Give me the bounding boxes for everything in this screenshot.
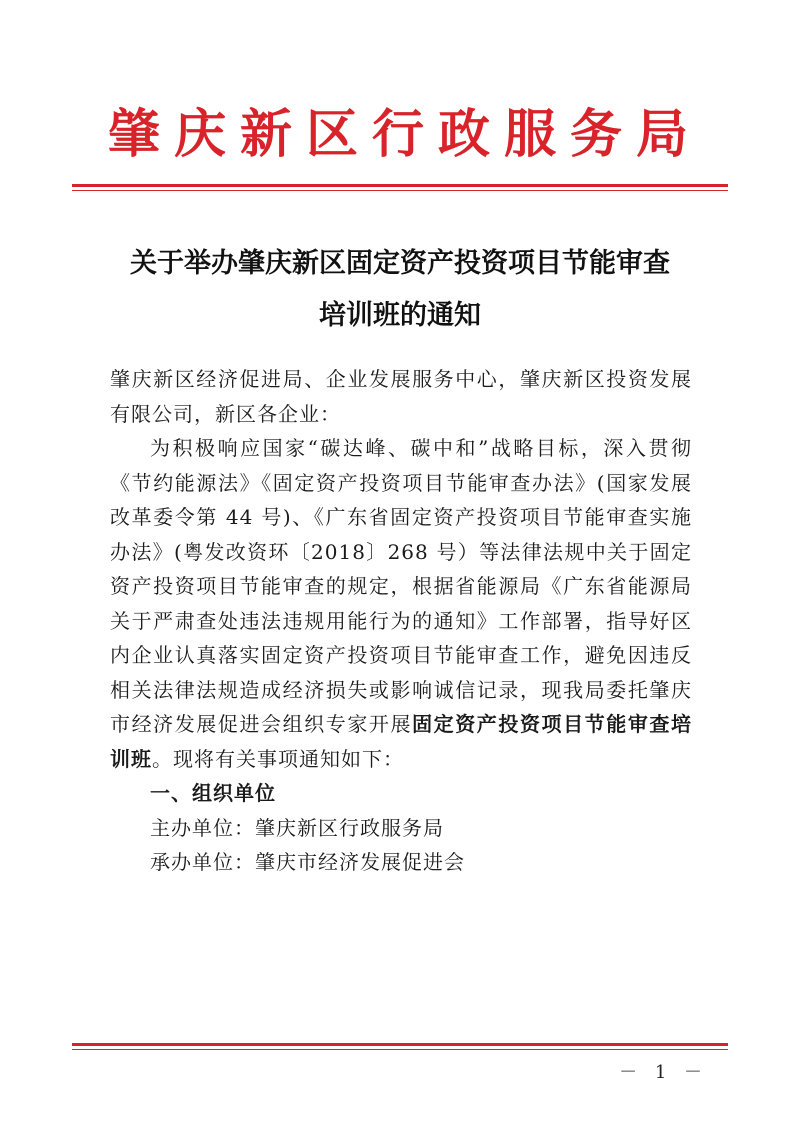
main-paragraph-bold-text: 固定资产投资项目节能审查培训班 bbox=[110, 712, 693, 771]
page-number: － 1 － bbox=[619, 1062, 708, 1083]
main-paragraph-text-2: 。现将有关事项通知如下： bbox=[152, 746, 404, 771]
document-body bbox=[110, 362, 692, 880]
addressee: 肇庆新区经济促进局、企业发展服务中心，肇庆新区投资发展有限公司，新区各企业： bbox=[110, 367, 692, 426]
footer-red-rule bbox=[72, 1043, 728, 1046]
issuing-organization-header: 肇庆新区行政服务局 bbox=[107, 104, 702, 165]
document-title-line-1: 关于举办肇庆新区固定资产投资项目节能审查 bbox=[130, 248, 670, 279]
header-red-rule bbox=[72, 184, 728, 187]
section-heading-organization: 一、组织单位 bbox=[150, 781, 276, 805]
organizer-unit-line: 承办单位：肇庆市经济发展促进会 bbox=[150, 850, 465, 874]
document-title-line-2: 培训班的通知 bbox=[319, 300, 481, 331]
main-paragraph bbox=[110, 431, 692, 776]
document-title bbox=[80, 238, 720, 342]
host-unit-line: 主办单位：肇庆新区行政服务局 bbox=[150, 815, 444, 840]
main-paragraph-text-1: 为积极响应国家“碳达峰、碳中和”战略目标，深入贯彻《节约能源法》《固定资产投资项目节能审查办法》(国家发展改革委令第 44 号)、《广东省固定资产投资项目节能审查实施办法》(粤发改资环〔2018〕268 号）等法律法规中关于固定资产投资项目节能审查的规定，根据省能源局《广东省能源局关于严肃查处违法违规用能行为的通知》工作部署，指导好区内企业认真落实固定资产投资项目节能审查工作，避免因违反相关法律法规造成经济损失或影响诚信记录，现我局委托肇庆市经济发展促进会组织专家开展 bbox=[110, 436, 692, 736]
